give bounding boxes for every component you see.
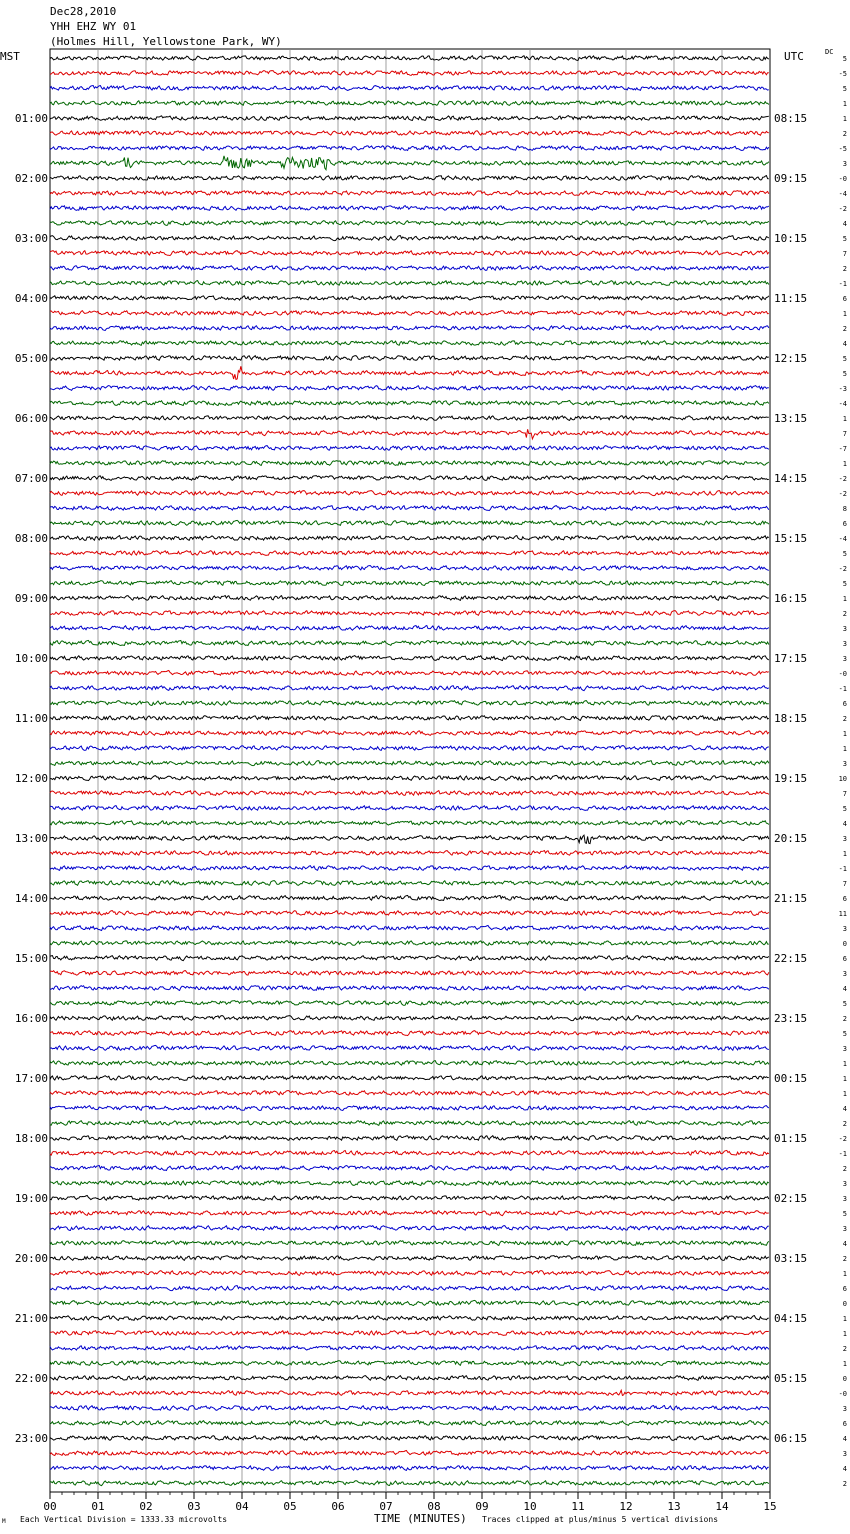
mst-hour-label: 18:00 <box>14 1132 48 1145</box>
plot-frame <box>50 49 770 1492</box>
mst-hour-label: 04:00 <box>14 292 48 305</box>
seismic-trace <box>50 1300 769 1305</box>
station-code: YHH EHZ WY 01 <box>50 20 137 33</box>
dc-offset-label: -2 <box>838 205 847 213</box>
dc-offset-label: 5 <box>842 235 847 243</box>
dc-offset-label: 0 <box>842 1300 847 1308</box>
seismic-trace <box>50 941 769 946</box>
dc-offset-label: 1 <box>842 460 847 468</box>
seismic-trace <box>50 71 769 76</box>
mst-hour-label: 11:00 <box>14 712 48 725</box>
x-tick-label: 03 <box>187 1500 201 1513</box>
dc-offset-label: 0 <box>842 1375 847 1383</box>
dc-offset-label: 2 <box>842 1255 847 1263</box>
utc-hour-label: 21:15 <box>774 892 808 905</box>
dc-offset-label: -1 <box>838 1150 847 1158</box>
seismic-trace <box>50 746 769 751</box>
dc-offset-label: 0 <box>842 940 847 948</box>
seismic-trace <box>50 1286 769 1291</box>
utc-hour-label: 18:15 <box>774 712 808 725</box>
mst-hour-label: 16:00 <box>14 1012 48 1025</box>
mst-hour-label: 12:00 <box>14 772 48 785</box>
utc-hour-label: 23:15 <box>774 1012 808 1025</box>
utc-hour-label: 16:15 <box>774 592 808 605</box>
mst-hour-label: 10:00 <box>14 652 48 665</box>
dc-offset-label: 1 <box>842 115 847 123</box>
station-location: (Holmes Hill, Yellowstone Park, WY) <box>50 35 282 48</box>
mst-hour-label: 07:00 <box>14 472 48 485</box>
seismic-trace <box>50 626 769 631</box>
dc-offset-label: 11 <box>838 910 847 918</box>
dc-offset-label: 3 <box>842 925 847 933</box>
seismic-trace <box>50 821 769 826</box>
dc-offset-label: 5 <box>842 550 847 558</box>
dc-offset-label: -1 <box>838 685 847 693</box>
seismic-trace <box>50 1271 769 1276</box>
dc-offset-label: 2 <box>842 1345 847 1353</box>
x-axis-title: TIME (MINUTES) <box>374 1512 467 1525</box>
seismic-trace <box>50 611 769 616</box>
dc-offset-label: 3 <box>842 970 847 978</box>
seismic-trace <box>50 1241 769 1246</box>
seismic-trace <box>50 101 769 106</box>
dc-offset-label: 5 <box>842 85 847 93</box>
dc-offset-label: 1 <box>842 1270 847 1278</box>
dc-offset-label: 6 <box>842 955 847 963</box>
mst-hour-label: 13:00 <box>14 832 48 845</box>
mst-hour-label: 14:00 <box>14 892 48 905</box>
dc-offset-label: -0 <box>838 175 847 183</box>
dc-offset-label: -2 <box>838 475 847 483</box>
seismic-trace <box>50 341 769 346</box>
utc-hour-label: 15:15 <box>774 532 808 545</box>
seismic-trace <box>50 1420 769 1425</box>
seismic-trace <box>50 851 769 856</box>
utc-hour-label: 04:15 <box>774 1312 808 1325</box>
seismic-trace <box>50 506 769 511</box>
mst-hour-label: 02:00 <box>14 172 48 185</box>
dc-offset-label: 2 <box>842 265 847 273</box>
plot-date: Dec28,2010 <box>50 5 117 18</box>
seismic-trace <box>50 791 769 796</box>
mst-hour-label: 08:00 <box>14 532 48 545</box>
seismic-trace <box>50 1091 769 1096</box>
x-tick-label: 02 <box>139 1500 153 1513</box>
seismic-trace <box>50 1226 769 1231</box>
seismic-trace <box>50 566 769 571</box>
dc-offset-label: 1 <box>842 850 847 858</box>
x-tick-label: 05 <box>283 1500 297 1513</box>
utc-hour-label: 06:15 <box>774 1432 808 1445</box>
seismic-trace <box>50 640 769 645</box>
utc-hour-label: 02:15 <box>774 1192 808 1205</box>
mst-hour-label: 22:00 <box>14 1372 48 1385</box>
utc-hour-label: 20:15 <box>774 832 808 845</box>
x-tick-label: 15 <box>763 1500 777 1513</box>
seismic-trace <box>50 761 769 766</box>
seismic-trace <box>50 476 769 481</box>
seismic-trace <box>50 326 769 331</box>
seismic-trace <box>50 1256 769 1261</box>
seismic-trace <box>50 956 769 961</box>
seismic-trace <box>50 1390 769 1395</box>
dc-offset-label: 6 <box>842 1420 847 1428</box>
dc-offset-label: 3 <box>842 640 847 648</box>
dc-offset-label: 4 <box>842 1105 847 1113</box>
dc-offset-label: -1 <box>838 280 847 288</box>
dc-offset-label: 5 <box>842 1030 847 1038</box>
mst-hour-label: 15:00 <box>14 952 48 965</box>
dc-offset-label: 3 <box>842 1450 847 1458</box>
seismic-trace <box>50 1061 769 1066</box>
seismic-trace <box>50 461 769 466</box>
seismic-trace <box>50 716 769 721</box>
corner-mark: M <box>2 1518 6 1525</box>
seismic-trace <box>50 520 769 525</box>
seismic-trace <box>50 1331 769 1336</box>
seismic-trace <box>50 881 769 886</box>
seismic-trace <box>50 866 769 871</box>
seismic-trace <box>50 1150 769 1155</box>
seismic-trace <box>50 1361 769 1366</box>
seismic-trace <box>50 656 769 661</box>
seismic-trace <box>50 971 769 976</box>
mst-hour-label: 23:00 <box>14 1432 48 1445</box>
dc-offset-label: 1 <box>842 1075 847 1083</box>
dc-offset-label: 7 <box>842 430 847 438</box>
utc-hour-label: 17:15 <box>774 652 808 665</box>
seismic-trace <box>50 206 769 211</box>
seismic-trace <box>50 491 769 496</box>
seismic-trace <box>50 56 769 61</box>
mst-hour-label: 01:00 <box>14 112 48 125</box>
dc-offset-label: 4 <box>842 220 847 228</box>
seismic-trace <box>50 1436 769 1441</box>
seismic-trace <box>50 1166 769 1171</box>
seismic-trace <box>50 536 769 541</box>
dc-offset-label: 2 <box>842 715 847 723</box>
dc-offset-label: 1 <box>842 1090 847 1098</box>
utc-hour-label: 03:15 <box>774 1252 808 1265</box>
dc-offset-label: 3 <box>842 655 847 663</box>
dc-offset-label: 6 <box>842 295 847 303</box>
seismic-trace <box>50 986 769 991</box>
seismic-trace <box>50 86 769 91</box>
seismic-trace <box>50 806 769 811</box>
dc-offset-label: -2 <box>838 1135 847 1143</box>
dc-offset-label: -4 <box>838 400 847 408</box>
x-tick-label: 07 <box>379 1500 393 1513</box>
dc-offset-label: 10 <box>838 775 847 783</box>
dc-offset-label: 1 <box>842 1315 847 1323</box>
dc-offset-label: 4 <box>842 820 847 828</box>
utc-hour-label: 12:15 <box>774 352 808 365</box>
seismic-trace <box>50 1346 769 1351</box>
seismic-trace <box>50 1316 769 1321</box>
seismic-trace <box>50 1451 769 1456</box>
dc-offset-label: 1 <box>842 310 847 318</box>
utc-hour-label: 13:15 <box>774 412 808 425</box>
utc-hour-label: 09:15 <box>774 172 808 185</box>
x-tick-label: 14 <box>715 1500 729 1513</box>
seismic-trace <box>50 236 769 241</box>
dc-offset-label: -4 <box>838 190 847 198</box>
mst-hour-label: 19:00 <box>14 1192 48 1205</box>
dc-offset-label: 3 <box>842 1405 847 1413</box>
seismic-trace <box>50 366 769 379</box>
mst-hour-label: 03:00 <box>14 232 48 245</box>
dc-offset-label: 6 <box>842 700 847 708</box>
utc-hour-label: 00:15 <box>774 1072 808 1085</box>
dc-offset-label: 7 <box>842 250 847 258</box>
utc-hour-label: 05:15 <box>774 1372 808 1385</box>
seismic-trace <box>50 551 769 556</box>
dc-offset-label: -5 <box>838 70 847 78</box>
x-tick-label: 06 <box>331 1500 345 1513</box>
dc-offset-label: 1 <box>842 730 847 738</box>
seismic-trace <box>50 146 769 151</box>
seismic-trace <box>50 581 769 586</box>
x-tick-label: 10 <box>523 1500 537 1513</box>
dc-offset-label: 3 <box>842 160 847 168</box>
seismic-trace <box>50 1016 769 1021</box>
dc-offset-label: -1 <box>838 865 847 873</box>
dc-offset-label: 1 <box>842 100 847 108</box>
dc-offset-label: 4 <box>842 1465 847 1473</box>
dc-offset-label: 7 <box>842 880 847 888</box>
x-tick-label: 12 <box>619 1500 633 1513</box>
seismic-trace <box>50 221 769 226</box>
dc-offset-label: -2 <box>838 565 847 573</box>
dc-offset-label: 5 <box>842 355 847 363</box>
seismic-trace <box>50 1031 769 1036</box>
seismic-trace <box>50 131 769 136</box>
dc-offset-label: 1 <box>842 745 847 753</box>
seismic-trace <box>50 296 769 300</box>
dc-offset-label: 3 <box>842 760 847 768</box>
dc-offset-label: 3 <box>842 625 847 633</box>
dc-offset-label: 4 <box>842 1240 847 1248</box>
dc-offset-label: 8 <box>842 505 847 513</box>
left-timezone-label: MST <box>0 50 20 63</box>
dc-offset-label: 2 <box>842 1480 847 1488</box>
dc-offset-label: -5 <box>838 145 847 153</box>
x-tick-label: 09 <box>475 1500 489 1513</box>
dc-offset-label: 3 <box>842 835 847 843</box>
dc-offset-label: 3 <box>842 1195 847 1203</box>
seismic-trace <box>50 775 769 780</box>
dc-offset-label: 4 <box>842 1435 847 1443</box>
dc-offset-label: 3 <box>842 1180 847 1188</box>
right-timezone-label: UTC <box>784 50 804 63</box>
utc-hour-label: 14:15 <box>774 472 808 485</box>
dc-offset-label: 2 <box>842 610 847 618</box>
seismic-trace <box>50 1076 769 1081</box>
seismic-trace <box>50 1481 769 1486</box>
seismic-trace <box>50 266 769 271</box>
mst-hour-label: 05:00 <box>14 352 48 365</box>
utc-hour-label: 01:15 <box>774 1132 808 1145</box>
seismic-trace <box>50 1376 769 1381</box>
seismic-trace <box>50 281 769 286</box>
dc-offset-label: 3 <box>842 1225 847 1233</box>
seismic-trace <box>50 686 769 691</box>
seismic-trace <box>50 911 769 916</box>
dc-offset-label: 2 <box>842 1015 847 1023</box>
seismic-trace <box>50 176 769 181</box>
utc-hour-label: 19:15 <box>774 772 808 785</box>
dc-header-label: DC <box>825 48 834 56</box>
seismic-trace <box>50 401 769 406</box>
dc-offset-label: 2 <box>842 325 847 333</box>
seismic-trace <box>50 596 769 601</box>
seismic-trace <box>50 250 769 255</box>
mst-hour-label: 17:00 <box>14 1072 48 1085</box>
dc-offset-label: 1 <box>842 1060 847 1068</box>
utc-hour-label: 22:15 <box>774 952 808 965</box>
dc-offset-label: 2 <box>842 1165 847 1173</box>
clip-note: Traces clipped at plus/minus 5 vertical divisions <box>482 1515 719 1524</box>
seismic-trace <box>50 731 769 736</box>
seismic-trace <box>50 416 769 421</box>
dc-offset-label: 2 <box>842 130 847 138</box>
seismic-trace <box>50 1181 769 1186</box>
dc-offset-label: 6 <box>842 1285 847 1293</box>
seismic-trace <box>50 1196 769 1201</box>
dc-offset-label: -2 <box>838 490 847 498</box>
x-tick-label: 01 <box>91 1500 105 1513</box>
seismic-trace <box>50 701 769 706</box>
dc-offset-label: 5 <box>842 1000 847 1008</box>
seismic-trace <box>50 1406 769 1411</box>
seismic-trace <box>50 191 769 196</box>
dc-offset-label: 1 <box>842 595 847 603</box>
dc-offset-label: -7 <box>838 445 847 453</box>
x-tick-label: 04 <box>235 1500 249 1513</box>
seismic-trace <box>50 311 769 316</box>
seismic-trace <box>50 446 769 451</box>
dc-offset-label: 5 <box>842 1210 847 1218</box>
dc-offset-label: -0 <box>838 670 847 678</box>
dc-offset-label: 3 <box>842 1045 847 1053</box>
dc-offset-label: 5 <box>842 805 847 813</box>
vertical-scale-note: Each Vertical Division = 1333.33 microvolts <box>20 1515 228 1524</box>
dc-offset-label: 5 <box>842 55 847 63</box>
seismic-trace <box>50 1106 769 1111</box>
dc-offset-label: 4 <box>842 985 847 993</box>
dc-offset-label: 6 <box>842 895 847 903</box>
seismic-trace <box>50 1211 769 1216</box>
seismic-trace <box>50 671 769 676</box>
x-tick-label: 13 <box>667 1500 681 1513</box>
dc-offset-label: 5 <box>842 580 847 588</box>
seismic-trace <box>50 835 769 843</box>
seismic-trace <box>50 1466 769 1471</box>
dc-offset-label: -3 <box>838 385 847 393</box>
dc-offset-label: 1 <box>842 1360 847 1368</box>
dc-offset-label: 2 <box>842 1120 847 1128</box>
dc-offset-label: 4 <box>842 340 847 348</box>
x-tick-label: 00 <box>43 1500 57 1513</box>
dc-offset-label: 1 <box>842 1330 847 1338</box>
seismic-trace <box>50 356 769 361</box>
mst-hour-label: 21:00 <box>14 1312 48 1325</box>
dc-offset-label: -4 <box>838 535 847 543</box>
dc-offset-label: 1 <box>842 415 847 423</box>
seismic-trace <box>50 1001 769 1006</box>
utc-hour-label: 10:15 <box>774 232 808 245</box>
seismic-trace <box>50 386 769 391</box>
dc-offset-label: 6 <box>842 520 847 528</box>
utc-hour-label: 08:15 <box>774 112 808 125</box>
seismic-trace <box>50 1136 769 1141</box>
seismic-trace <box>50 116 769 121</box>
seismic-trace <box>50 156 769 170</box>
dc-offset-label: 7 <box>842 790 847 798</box>
seismic-trace <box>50 926 769 931</box>
x-tick-label: 11 <box>571 1500 585 1513</box>
seismic-trace <box>50 1045 769 1050</box>
utc-hour-label: 11:15 <box>774 292 808 305</box>
mst-hour-label: 06:00 <box>14 412 48 425</box>
seismic-trace <box>50 1121 769 1126</box>
seismic-trace <box>50 429 769 439</box>
x-tick-label: 08 <box>427 1500 441 1513</box>
seismic-trace <box>50 895 769 900</box>
dc-offset-label: 5 <box>842 370 847 378</box>
mst-hour-label: 09:00 <box>14 592 48 605</box>
mst-hour-label: 20:00 <box>14 1252 48 1265</box>
dc-offset-label: -0 <box>838 1390 847 1398</box>
